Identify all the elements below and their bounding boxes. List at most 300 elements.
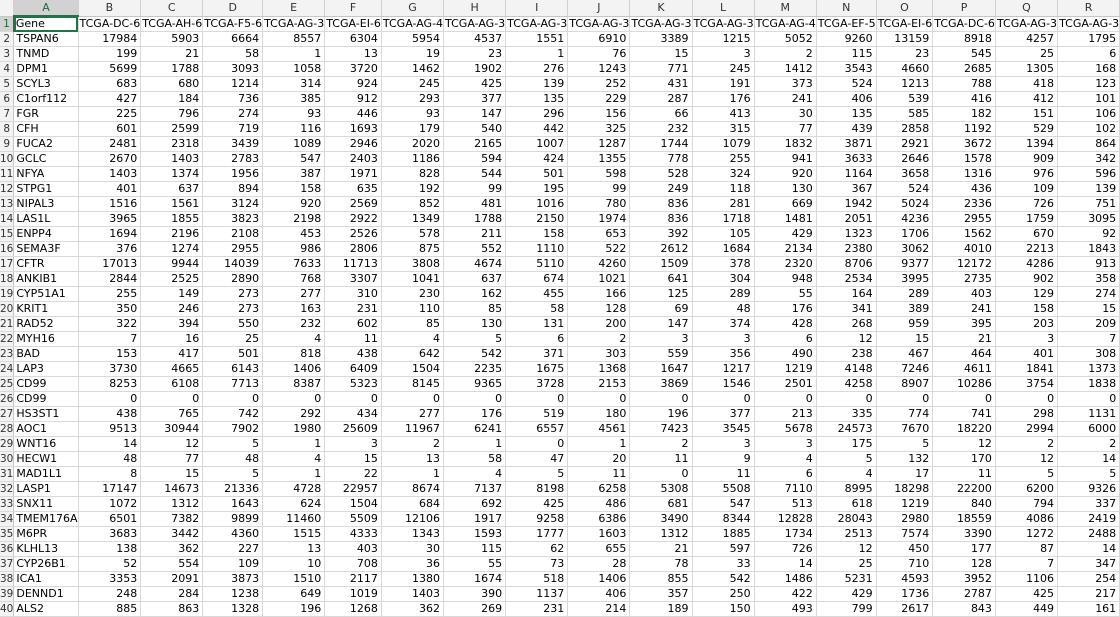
cell[interactable]: 87 <box>995 542 1057 557</box>
cell[interactable]: 684 <box>381 497 443 512</box>
cell[interactable]: 493 <box>754 602 816 617</box>
cell[interactable]: 920 <box>263 197 325 212</box>
cell[interactable]: 4286 <box>995 257 1057 272</box>
cell[interactable]: 170 <box>933 452 996 467</box>
cell[interactable]: 130 <box>754 182 816 197</box>
cell[interactable]: 1546 <box>692 377 754 392</box>
cell[interactable]: 2320 <box>754 257 816 272</box>
column-header-b[interactable]: B <box>78 0 141 16</box>
cell[interactable]: 2134 <box>754 242 816 257</box>
cell[interactable]: 9899 <box>203 512 263 527</box>
cell[interactable]: 554 <box>141 557 203 572</box>
cell[interactable]: 231 <box>325 302 382 317</box>
row-header[interactable]: 19 <box>0 288 14 300</box>
cell[interactable]: 528 <box>630 167 692 182</box>
cell[interactable]: 358 <box>1058 272 1120 287</box>
cell[interactable]: 52 <box>78 557 141 572</box>
cell[interactable]: 1373 <box>1058 362 1120 377</box>
cell[interactable]: 131 <box>506 317 568 332</box>
cell[interactable]: 412 <box>995 92 1057 107</box>
cell[interactable]: 1219 <box>754 362 816 377</box>
cell[interactable]: 230 <box>381 287 443 302</box>
cell[interactable]: 7713 <box>203 377 263 392</box>
cell[interactable]: TCGA-F5-6 <box>204 16 263 30</box>
row-header[interactable]: 3 <box>0 47 14 62</box>
cell[interactable]: 2091 <box>141 572 203 587</box>
cell[interactable]: 2946 <box>325 137 382 152</box>
cell[interactable]: TCGA-EF-5 <box>817 16 876 30</box>
cell[interactable]: 598 <box>568 167 630 182</box>
cell[interactable]: KLHL13 <box>14 542 78 557</box>
cell[interactable]: 1406 <box>263 362 325 377</box>
cell[interactable]: 25 <box>203 332 263 347</box>
cell[interactable]: 2153 <box>568 377 630 392</box>
cell[interactable]: 5678 <box>754 422 816 437</box>
cell[interactable]: 11 <box>630 452 692 467</box>
cell[interactable]: 12 <box>933 437 996 452</box>
cell[interactable]: 158 <box>506 227 568 242</box>
cell[interactable]: 93 <box>381 107 443 122</box>
cell[interactable]: 425 <box>995 587 1057 602</box>
row-header[interactable]: 9 <box>0 137 14 152</box>
cell[interactable]: 28 <box>568 557 630 572</box>
cell[interactable]: 7423 <box>630 422 692 437</box>
cell[interactable]: 76 <box>568 47 630 62</box>
cell[interactable]: 21 <box>933 332 996 347</box>
cell[interactable]: 1684 <box>692 242 754 257</box>
cell[interactable]: 1693 <box>325 122 382 137</box>
cell[interactable]: 390 <box>444 587 506 602</box>
cell[interactable]: 118 <box>692 182 754 197</box>
cell[interactable]: 1131 <box>1058 407 1120 422</box>
cell[interactable]: 6000 <box>1058 422 1120 437</box>
cell[interactable]: 175 <box>816 437 876 452</box>
cell[interactable]: 14673 <box>141 482 203 497</box>
cell[interactable]: 1355 <box>568 152 630 167</box>
cell[interactable]: 1394 <box>995 137 1057 152</box>
cell[interactable]: 2 <box>1058 437 1120 452</box>
cell[interactable]: 3 <box>995 332 1057 347</box>
cell[interactable]: 1089 <box>263 137 325 152</box>
column-header-k[interactable]: K <box>630 0 692 16</box>
cell[interactable]: 2051 <box>816 212 876 227</box>
cell[interactable]: 12172 <box>933 257 996 272</box>
cell[interactable]: 5231 <box>816 572 876 587</box>
cell[interactable]: 158 <box>263 182 325 197</box>
cell[interactable]: 4593 <box>876 572 933 587</box>
cell[interactable]: 176 <box>754 302 816 317</box>
cell[interactable]: 4665 <box>141 362 203 377</box>
cell[interactable]: 4010 <box>933 242 996 257</box>
cell[interactable]: 501 <box>203 347 263 362</box>
cell[interactable]: 153 <box>78 347 141 362</box>
cell[interactable]: 357 <box>630 587 692 602</box>
cell[interactable]: 273 <box>203 302 263 317</box>
cell[interactable]: 102 <box>1058 122 1120 137</box>
cell[interactable]: 2922 <box>325 212 382 227</box>
cell[interactable]: 1481 <box>754 212 816 227</box>
cell[interactable]: 385 <box>263 92 325 107</box>
cell[interactable]: ICA1 <box>14 572 78 587</box>
cell[interactable]: 765 <box>141 407 203 422</box>
cell[interactable]: 416 <box>933 92 996 107</box>
cell[interactable]: 129 <box>995 287 1057 302</box>
cell[interactable]: 22 <box>325 467 382 482</box>
cell[interactable]: 1217 <box>692 362 754 377</box>
cell[interactable]: 6 <box>506 332 568 347</box>
cell[interactable]: 147 <box>444 107 506 122</box>
cell[interactable]: 1885 <box>692 527 754 542</box>
cell[interactable]: 58 <box>444 452 506 467</box>
cell[interactable]: 836 <box>630 197 692 212</box>
cell[interactable]: 2980 <box>876 512 933 527</box>
cell[interactable]: 401 <box>78 182 141 197</box>
cell[interactable]: 199 <box>78 47 141 62</box>
cell[interactable]: 289 <box>876 287 933 302</box>
cell[interactable]: 8557 <box>263 32 325 47</box>
cell[interactable]: 21 <box>630 542 692 557</box>
cell[interactable]: 948 <box>754 272 816 287</box>
cell[interactable]: 1019 <box>325 587 382 602</box>
row-header[interactable]: 30 <box>0 453 14 465</box>
cell[interactable]: 22957 <box>325 482 382 497</box>
cell[interactable]: 1516 <box>78 197 141 212</box>
cell[interactable]: 11 <box>325 332 382 347</box>
cell[interactable]: 192 <box>381 182 443 197</box>
cell[interactable]: 1675 <box>506 362 568 377</box>
cell[interactable]: 77 <box>141 452 203 467</box>
cell[interactable]: 5024 <box>876 197 933 212</box>
cell[interactable]: 649 <box>263 587 325 602</box>
cell[interactable]: 73 <box>506 557 568 572</box>
row-header[interactable]: 7 <box>0 107 14 122</box>
cell[interactable]: 325 <box>568 122 630 137</box>
cell[interactable]: 1164 <box>816 167 876 182</box>
cell[interactable]: 7574 <box>876 527 933 542</box>
cell[interactable]: 176 <box>692 92 754 107</box>
cell[interactable]: 189 <box>630 602 692 617</box>
cell[interactable]: CFH <box>14 122 78 137</box>
cell[interactable]: MYH16 <box>14 332 78 347</box>
cell[interactable]: 8145 <box>381 377 443 392</box>
cell[interactable]: 2994 <box>995 422 1057 437</box>
cell[interactable]: 864 <box>1058 137 1120 152</box>
cell[interactable]: 1374 <box>141 167 203 182</box>
cell[interactable]: 3995 <box>876 272 933 287</box>
cell[interactable]: 542 <box>692 572 754 587</box>
cell[interactable]: 195 <box>506 182 568 197</box>
cell[interactable]: 11 <box>568 467 630 482</box>
cell[interactable]: 128 <box>568 302 630 317</box>
cell[interactable]: 0 <box>325 392 382 407</box>
cell[interactable]: 1795 <box>1058 32 1120 47</box>
cell[interactable]: 2513 <box>816 527 876 542</box>
cell[interactable]: TCGA-AG-3 <box>693 16 754 30</box>
cell[interactable]: 1647 <box>630 362 692 377</box>
cell[interactable]: 1902 <box>444 62 506 77</box>
cell[interactable]: 403 <box>325 542 382 557</box>
cell[interactable]: 255 <box>78 287 141 302</box>
cell[interactable]: 284 <box>141 587 203 602</box>
cell[interactable]: 741 <box>933 407 996 422</box>
cell[interactable]: 1323 <box>816 227 876 242</box>
cell[interactable]: 2488 <box>1058 527 1120 542</box>
cell[interactable]: 0 <box>506 437 568 452</box>
cell[interactable]: 427 <box>78 92 141 107</box>
cell[interactable]: 9944 <box>141 257 203 272</box>
cell[interactable]: 293 <box>381 92 443 107</box>
cell[interactable]: 490 <box>754 347 816 362</box>
cell[interactable]: 18559 <box>933 512 996 527</box>
cell[interactable]: 48 <box>692 302 754 317</box>
cell[interactable]: 1079 <box>692 137 754 152</box>
cell[interactable]: 1777 <box>506 527 568 542</box>
row-header[interactable]: 14 <box>0 213 14 225</box>
cell[interactable]: 4333 <box>325 527 382 542</box>
row-header[interactable]: 24 <box>0 363 14 375</box>
cell[interactable]: 2117 <box>325 572 382 587</box>
cell[interactable]: 2670 <box>78 152 141 167</box>
cell[interactable]: 23 <box>444 47 506 62</box>
cell[interactable]: 683 <box>78 77 141 92</box>
cell[interactable]: TSPAN6 <box>14 32 78 47</box>
cell[interactable]: 843 <box>933 602 996 617</box>
cell[interactable]: 524 <box>876 182 933 197</box>
cell[interactable]: 1268 <box>325 602 382 617</box>
cell[interactable]: 1007 <box>506 137 568 152</box>
row-header[interactable]: 11 <box>0 168 14 180</box>
cell[interactable]: 425 <box>506 497 568 512</box>
cell[interactable]: 719 <box>203 122 263 137</box>
cell[interactable]: BAD <box>14 347 78 362</box>
cell[interactable]: 529 <box>995 122 1057 137</box>
cell[interactable]: ANKIB1 <box>14 272 78 287</box>
row-header[interactable]: 38 <box>0 573 14 585</box>
cell[interactable]: 6241 <box>444 422 506 437</box>
cell[interactable]: 1593 <box>444 527 506 542</box>
cell[interactable]: 446 <box>325 107 382 122</box>
cell[interactable]: 15 <box>1058 302 1120 317</box>
cell[interactable]: 342 <box>1058 152 1120 167</box>
cell[interactable]: 3808 <box>381 257 443 272</box>
cell[interactable]: 1694 <box>78 227 141 242</box>
cell[interactable]: 1788 <box>141 62 203 77</box>
cell[interactable]: 3823 <box>203 212 263 227</box>
cell[interactable]: 434 <box>325 407 382 422</box>
cell[interactable]: 48 <box>78 452 141 467</box>
cell[interactable]: 2403 <box>325 152 382 167</box>
cell[interactable]: 2020 <box>381 137 443 152</box>
cell[interactable]: 578 <box>381 227 443 242</box>
cell[interactable]: 277 <box>381 407 443 422</box>
cell[interactable]: 14 <box>1058 542 1120 557</box>
row-header[interactable]: 22 <box>0 333 14 345</box>
cell[interactable]: 2108 <box>203 227 263 242</box>
cell[interactable]: 438 <box>78 407 141 422</box>
cell[interactable]: 8995 <box>816 482 876 497</box>
cell[interactable]: 413 <box>692 107 754 122</box>
cell[interactable]: 2336 <box>933 197 996 212</box>
cell[interactable]: 519 <box>506 407 568 422</box>
cell[interactable]: 3543 <box>816 62 876 77</box>
cell[interactable]: 17984 <box>78 32 141 47</box>
cell[interactable]: ENPP4 <box>14 227 78 242</box>
cell[interactable]: 14039 <box>203 257 263 272</box>
cell[interactable]: 3490 <box>630 512 692 527</box>
cell[interactable]: 55 <box>444 557 506 572</box>
cell[interactable]: 1843 <box>1058 242 1120 257</box>
cell[interactable]: 1744 <box>630 137 692 152</box>
cell[interactable]: 5954 <box>381 32 443 47</box>
cell[interactable]: 377 <box>444 92 506 107</box>
cell[interactable]: 1186 <box>381 152 443 167</box>
cell[interactable]: 0 <box>630 392 692 407</box>
cell[interactable]: 0 <box>444 392 506 407</box>
cell[interactable]: 736 <box>203 92 263 107</box>
cell[interactable]: 4 <box>263 332 325 347</box>
cell[interactable]: 642 <box>381 347 443 362</box>
cell[interactable]: 4257 <box>995 32 1057 47</box>
cell[interactable]: 36 <box>381 557 443 572</box>
cell[interactable]: 1274 <box>141 242 203 257</box>
cell[interactable]: CD99 <box>14 377 78 392</box>
cell[interactable]: 7670 <box>876 422 933 437</box>
cell[interactable]: 780 <box>568 197 630 212</box>
cell[interactable]: 6200 <box>995 482 1057 497</box>
cell[interactable]: 4 <box>263 452 325 467</box>
cell[interactable]: 5 <box>876 437 933 452</box>
cell[interactable]: 3 <box>692 47 754 62</box>
cell[interactable]: 8198 <box>506 482 568 497</box>
cell[interactable]: 362 <box>381 602 443 617</box>
cell[interactable]: 542 <box>444 347 506 362</box>
cell[interactable]: 1 <box>381 467 443 482</box>
cell[interactable]: 200 <box>568 317 630 332</box>
cell[interactable]: 217 <box>1058 587 1120 602</box>
row-header[interactable]: 36 <box>0 543 14 555</box>
cell[interactable]: 1072 <box>78 497 141 512</box>
cell[interactable]: 2617 <box>876 602 933 617</box>
cell[interactable]: 2318 <box>141 137 203 152</box>
cell[interactable]: 1192 <box>933 122 996 137</box>
cell[interactable]: 4360 <box>203 527 263 542</box>
cell[interactable]: 450 <box>876 542 933 557</box>
cell[interactable]: 179 <box>381 122 443 137</box>
cell[interactable]: 10 <box>263 557 325 572</box>
cell[interactable]: 11713 <box>325 257 382 272</box>
cell[interactable]: 3720 <box>325 62 382 77</box>
cell[interactable]: 1106 <box>995 572 1057 587</box>
cell[interactable]: 1406 <box>568 572 630 587</box>
cell[interactable]: 518 <box>506 572 568 587</box>
cell[interactable]: 431 <box>630 77 692 92</box>
cell[interactable]: LASP1 <box>14 482 78 497</box>
cell[interactable]: 1016 <box>506 197 568 212</box>
cell[interactable]: 1942 <box>816 197 876 212</box>
cell[interactable]: 670 <box>995 227 1057 242</box>
cell[interactable]: 455 <box>506 287 568 302</box>
cell[interactable]: 274 <box>1058 287 1120 302</box>
cell[interactable]: 840 <box>933 497 996 512</box>
cell[interactable]: 3124 <box>203 197 263 212</box>
cell[interactable]: 710 <box>876 557 933 572</box>
cell[interactable]: 418 <box>995 77 1057 92</box>
cell[interactable]: 322 <box>78 317 141 332</box>
cell[interactable]: 18298 <box>876 482 933 497</box>
cell[interactable]: 5508 <box>692 482 754 497</box>
cell[interactable]: 2213 <box>995 242 1057 257</box>
cell[interactable]: 25 <box>816 557 876 572</box>
cell[interactable]: 0 <box>203 392 263 407</box>
cell[interactable]: 8 <box>78 467 141 482</box>
cell[interactable]: 0 <box>1058 392 1120 407</box>
cell[interactable]: 3 <box>692 332 754 347</box>
cell[interactable]: CYP26B1 <box>14 557 78 572</box>
cell[interactable]: 350 <box>78 302 141 317</box>
cell[interactable]: 304 <box>692 272 754 287</box>
cell[interactable]: TCGA-AG-3 <box>445 16 506 30</box>
cell[interactable]: 1504 <box>381 362 443 377</box>
cell[interactable]: 912 <box>325 92 382 107</box>
cell[interactable]: 158 <box>995 302 1057 317</box>
cell[interactable]: 371 <box>506 347 568 362</box>
cell[interactable]: 394 <box>141 317 203 332</box>
cell[interactable]: 69 <box>630 302 692 317</box>
cell[interactable]: WNT16 <box>14 437 78 452</box>
cell[interactable]: 1841 <box>995 362 1057 377</box>
cell[interactable]: 14 <box>78 437 141 452</box>
cell[interactable]: 751 <box>1058 197 1120 212</box>
cell[interactable]: 959 <box>876 317 933 332</box>
cell[interactable]: 245 <box>692 62 754 77</box>
row-header[interactable]: 8 <box>0 122 14 137</box>
cell[interactable]: 439 <box>816 122 876 137</box>
cell[interactable]: 7246 <box>876 362 933 377</box>
cell[interactable]: 55 <box>754 287 816 302</box>
cell[interactable]: 177 <box>933 542 996 557</box>
cell[interactable]: 209 <box>1058 317 1120 332</box>
row-header[interactable]: 23 <box>0 348 14 360</box>
cell[interactable]: 545 <box>933 47 996 62</box>
cell[interactable]: 389 <box>876 302 933 317</box>
cell[interactable]: 7382 <box>141 512 203 527</box>
cell[interactable]: 2921 <box>876 137 933 152</box>
cell[interactable]: 1041 <box>381 272 443 287</box>
cell[interactable]: 2 <box>381 437 443 452</box>
cell[interactable]: 1272 <box>995 527 1057 542</box>
cell[interactable]: 6664 <box>203 32 263 47</box>
cell[interactable]: 135 <box>506 92 568 107</box>
cell[interactable]: 3965 <box>78 212 141 227</box>
cell[interactable]: 4258 <box>816 377 876 392</box>
cell[interactable]: STPG1 <box>14 182 78 197</box>
cell[interactable]: 442 <box>506 122 568 137</box>
cell[interactable]: 1971 <box>325 167 382 182</box>
cell[interactable]: 401 <box>995 347 1057 362</box>
cell[interactable]: 163 <box>263 302 325 317</box>
cell[interactable]: 1603 <box>568 527 630 542</box>
row-header[interactable]: 25 <box>0 378 14 390</box>
cell[interactable]: 166 <box>568 287 630 302</box>
cell[interactable]: 373 <box>754 77 816 92</box>
cell[interactable]: 4148 <box>816 362 876 377</box>
cell[interactable]: 238 <box>816 347 876 362</box>
cell[interactable]: 15 <box>325 452 382 467</box>
cell[interactable]: CFTR <box>14 257 78 272</box>
cell[interactable]: 894 <box>203 182 263 197</box>
cell[interactable]: 2525 <box>141 272 203 287</box>
cell[interactable]: 2806 <box>325 242 382 257</box>
